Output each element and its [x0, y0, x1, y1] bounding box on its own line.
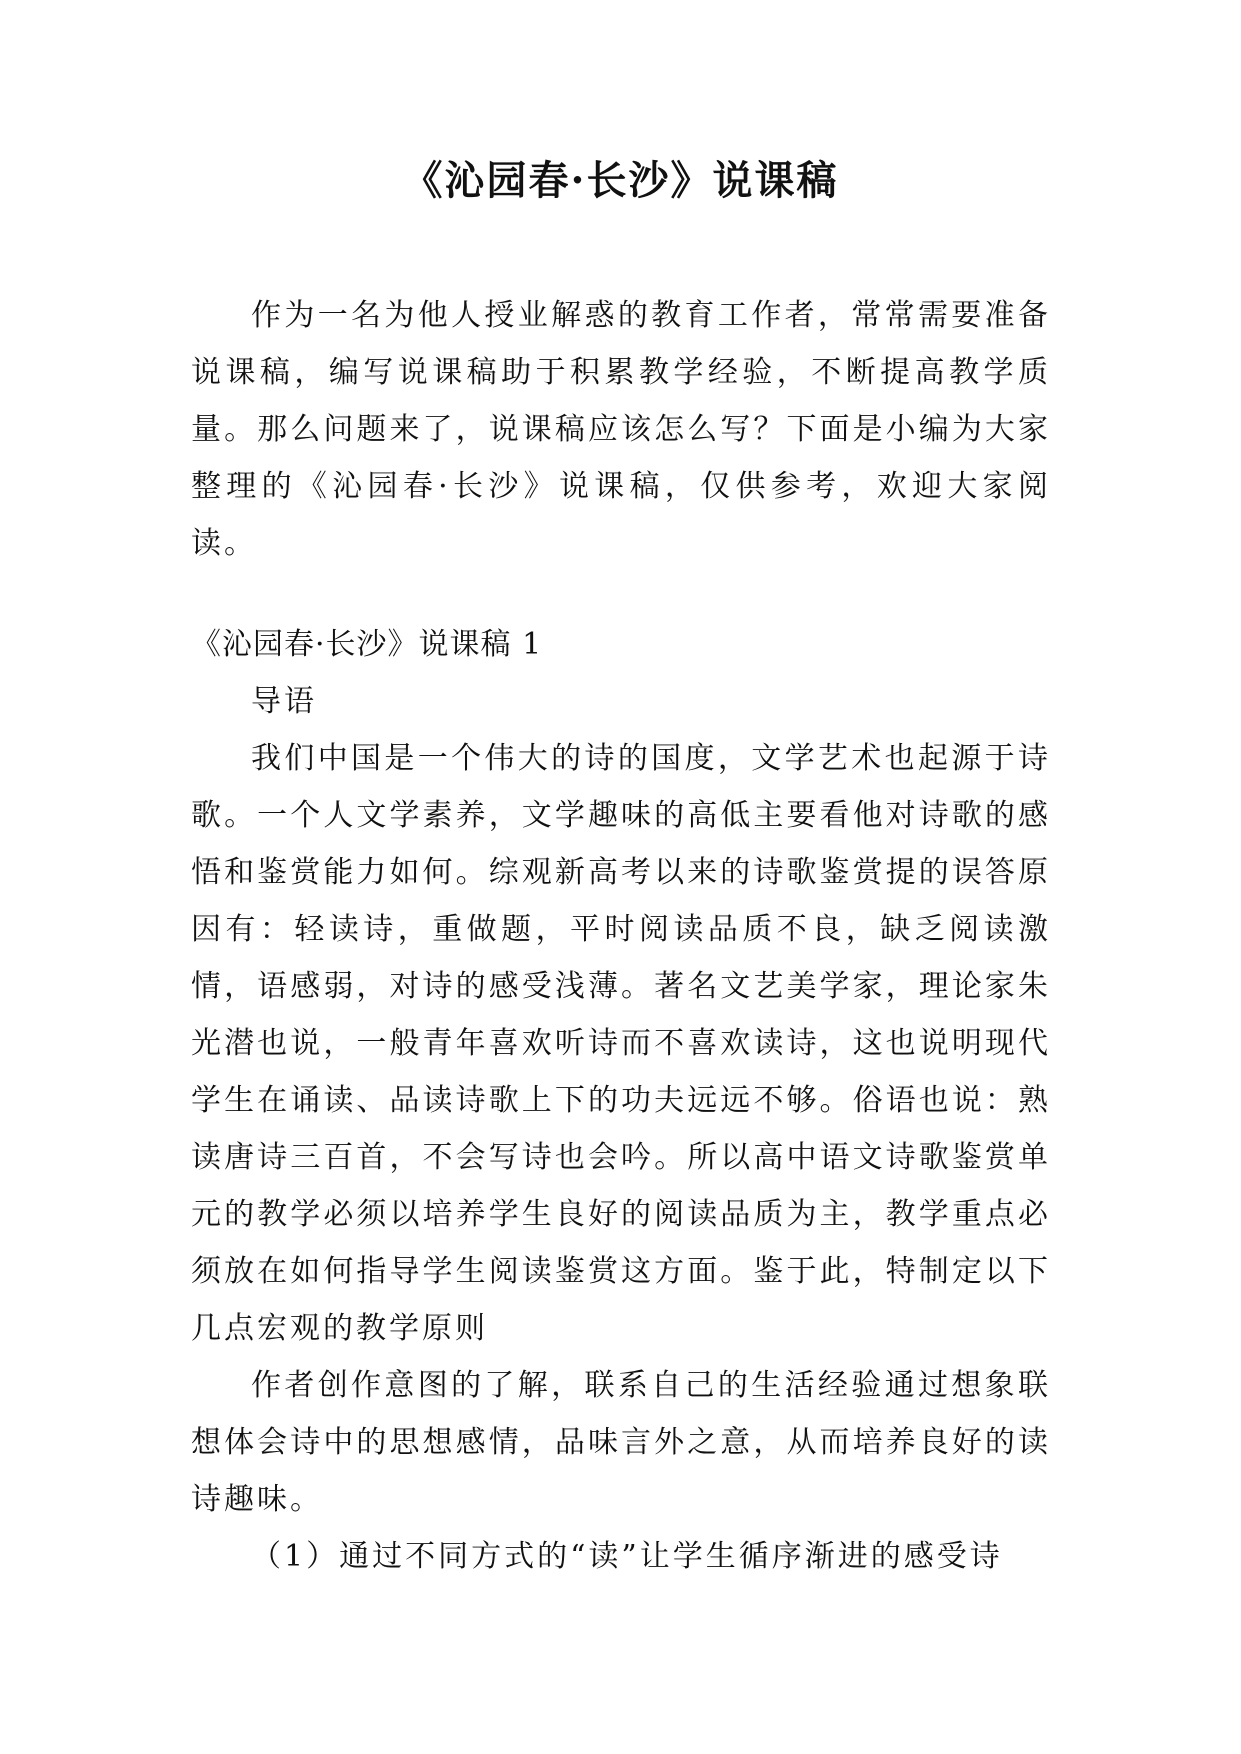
- section-subheading: 导语: [251, 684, 317, 719]
- intro-paragraph: 作为一名为他人授业解惑的教育工作者，常常需要准备说课稿，编写说课稿助于积累教学经验，不断提高教学质量。那么问题来了，说课稿应该怎么写？下面是小编为大家整理的《沁园春·长沙》说课稿，仅供参考，欢迎大家阅读。: [191, 298, 1051, 561]
- body-paragraph: 作者创作意图的了解，联系自己的生活经验通过想象联想体会诗中的思想感情，品味言外之意，从而培养良好的读诗趣味。: [191, 1368, 1051, 1517]
- section-heading: 《沁园春·长沙》说课稿 1: [191, 627, 543, 662]
- body-paragraph: 我们中国是一个伟大的诗的国度，文学艺术也起源于诗歌。一个人文学素养，文学趣味的高低主要看他对诗歌的感悟和鉴赏能力如何。综观新高考以来的诗歌鉴赏提的误答原因有：轻读诗，重做题，平时阅读品质不良，缺乏阅读激情，语感弱，对诗的感受浅薄。著名文艺美学家，理论家朱光潜也说，一般青年喜欢听诗而不喜欢读诗，这也说明现代学生在诵读、品读诗歌上下的功夫远远不够。俗语也说：熟读唐诗三百首，不会写诗也会吟。所以高中语文诗歌鉴赏单元的教学必须以培养学生良好的阅读品质为主，教学重点必须放在如何指导学生阅读鉴赏这方面。鉴于此，特制定以下几点宏观的教学原则: [191, 741, 1051, 1346]
- document-body: [191, 287, 1051, 1585]
- body-paragraph: （1）通过不同方式的“读”让学生循序渐进的感受诗: [251, 1539, 1003, 1574]
- document-title: 《沁园春·长沙》说课稿: [402, 157, 839, 204]
